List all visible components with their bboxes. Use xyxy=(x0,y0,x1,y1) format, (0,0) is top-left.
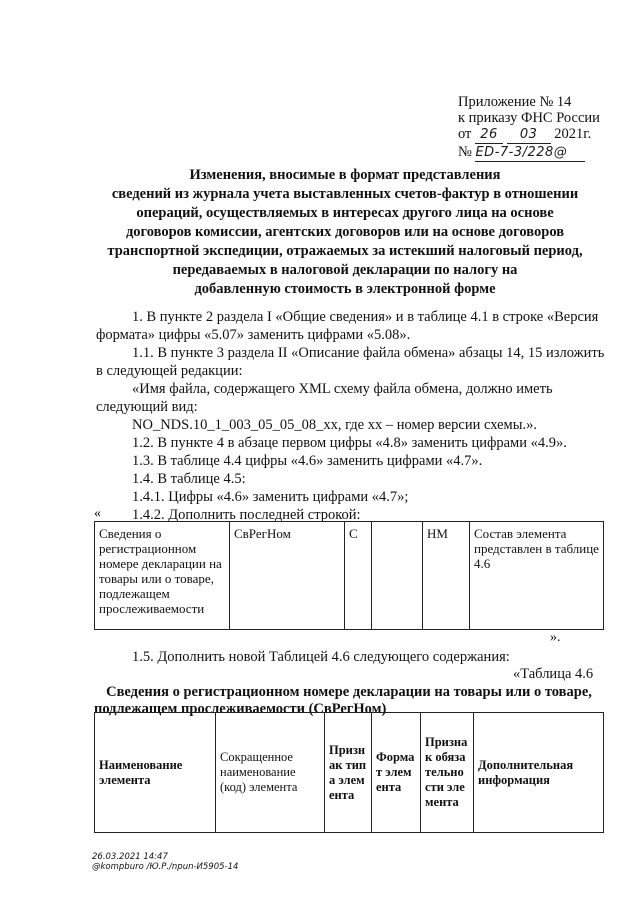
table-cell: Состав элемента представлен в таблице 4.6 xyxy=(470,522,604,630)
appendix-block xyxy=(458,94,600,162)
table-header-row xyxy=(95,713,604,833)
paragraph-1-5-block xyxy=(96,648,600,666)
paragraph-1-4-2: 1.4.2. Дополнить последней строкой: xyxy=(132,507,361,523)
date-year: 2021г. xyxy=(554,126,592,142)
table-cell: НМ xyxy=(423,522,470,630)
paragraph-1-5: 1.5. Дополнить новой Таблицей 4.6 следующего содержания: xyxy=(132,649,510,665)
paragraph-1-4-1: 1.4.1. Цифры «4.6» заменить цифрами «4.7»; xyxy=(132,489,409,505)
table-cell: С xyxy=(345,522,372,630)
appendix-number: № ЕD-7-3/228@ xyxy=(458,144,600,162)
table-caption: Сведения о регистрационном номере декларации на товары или о товаре, подлежащем прослеживаемости (СвРегНом) xyxy=(94,684,592,717)
appendix-order: к приказу ФНС России xyxy=(458,110,600,126)
header-cell: Сокращенное наименование (код) элемента xyxy=(216,713,325,833)
table-cell: Сведения о регистрационном номере декларации на товары или о товаре, подлежащем прослеживаемости xyxy=(95,522,230,630)
header-cell: Наименование элемента xyxy=(95,713,216,833)
table-cell: СвРегНом xyxy=(230,522,345,630)
document-title: Изменения, вносимые в формат представления сведений из журнала учета выставленных счетов-фактур в отношении операций, осуществляемых в интересах другого лица на основе договоров комиссии, агентских договоров или на основе договоров транспортной экспедиции, отражаемых за истекший налоговый период, передаваемых в налоговой декларации по налогу на добавленную стоимость в электронной форме xyxy=(107,167,583,297)
appendix-title: Приложение № 14 xyxy=(458,94,572,110)
paragraph-1-1: 1.1. В пункте 3 раздела II «Описание файла обмена» абзацы 14, 15 изложить xyxy=(132,345,605,361)
paragraph-1-2: 1.2. В пункте 4 в абзаце первом цифры «4.8» заменить цифрами «4.9». xyxy=(132,435,567,451)
date-month: 03 xyxy=(507,127,551,144)
quote-text: «Имя файла, содержащего XML схему файла обмена, должно иметь xyxy=(132,381,553,397)
table-reference: «Таблица 4.6 xyxy=(513,666,594,682)
body-text: 1. В пункте 2 раздела I «Общие сведения» и в таблице 4.1 в строке «Версия формата» цифры «5.07» заменить цифрами «5.08». 1.1. В пункте 3 раздела II «Описание файла обмена» абзацы 14, 15 изложить в следующей редакции: «Имя файла, содержащего XML схему файла обмена, должно иметь следующий вид: NO_NDS.10_1_003_05_05_08_xx, где xx – номер версии схемы.». 1.2. В пункте 4 в абзаце первом цифры «4.8» заменить цифрами «4.9». 1.3. В таблице 4.4 цифры «4.6» заменить цифрами «4.7». 1.4. В таблице 4.5: 1.4.1. Цифры «4.6» заменить цифрами «4.7»; 1.4.2. Дополнить последней строкой: xyxy=(96,309,605,523)
added-row-table xyxy=(94,521,604,630)
open-quote: « xyxy=(94,506,101,521)
paragraph-1-3: 1.3. В таблице 4.4 цифры «4.6» заменить цифрами «4.7». xyxy=(132,453,483,469)
header-cell: Признак типа элемента xyxy=(325,713,372,833)
date-day: 26 xyxy=(475,127,503,144)
page-footer: 26.03.2021 14:47 @kompburo /Ю.Р./npun-И5905-14 xyxy=(92,852,239,872)
table-row xyxy=(95,522,604,630)
paragraph-1: 1. В пункте 2 раздела I «Общие сведения» и в таблице 4.1 в строке «Версия xyxy=(132,309,599,325)
table-cell xyxy=(372,522,423,630)
header-cell: Дополнительная информация xyxy=(474,713,604,833)
table-4-6-header xyxy=(94,712,604,833)
header-cell: Формат элемента xyxy=(372,713,421,833)
appendix-date: от 26 03 2021г. xyxy=(458,126,592,142)
order-number: ЕD-7-3/228@ xyxy=(475,145,585,162)
file-name: NO_NDS.10_1_003_05_05_08_xx, где xx – номер версии схемы.». xyxy=(132,417,537,433)
close-quote: ». xyxy=(550,630,561,645)
header-cell: Признак обязательности элемента xyxy=(421,713,474,833)
paragraph-1-4: 1.4. В таблице 4.5: xyxy=(132,471,246,487)
